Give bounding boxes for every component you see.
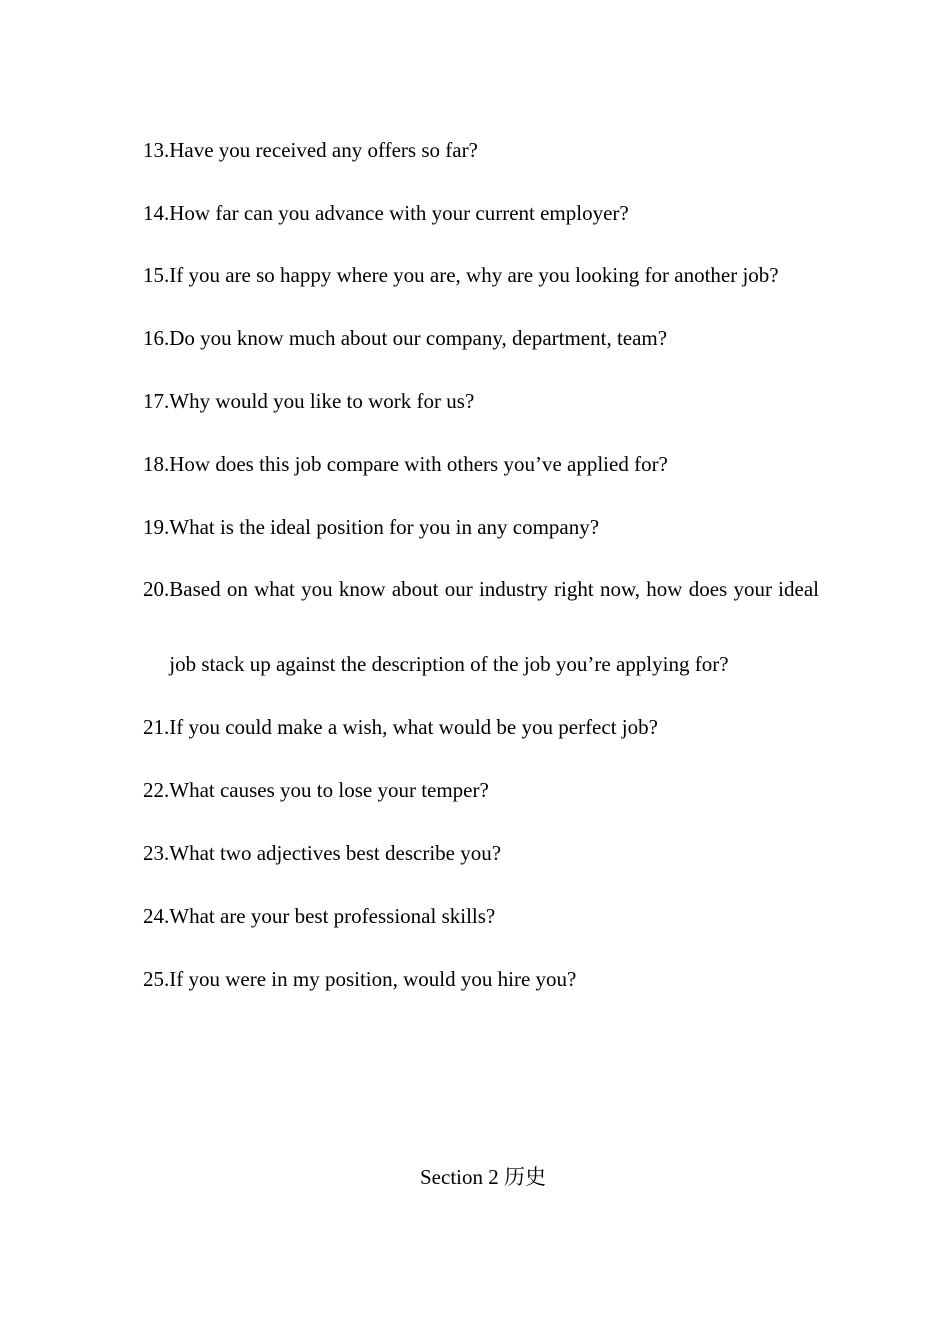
question-list bbox=[143, 134, 819, 1026]
question-item-25 bbox=[143, 963, 819, 995]
question-text: How far can you advance with your current employer? bbox=[169, 201, 629, 225]
question-item-20 bbox=[143, 552, 819, 702]
question-item-19 bbox=[143, 511, 819, 543]
question-text: Why would you like to work for us? bbox=[169, 389, 475, 413]
question-number: 13. bbox=[143, 138, 170, 162]
question-number: 19. bbox=[143, 515, 170, 539]
question-item-22 bbox=[143, 774, 819, 806]
question-number: 17. bbox=[143, 389, 170, 413]
question-item-23 bbox=[143, 837, 819, 869]
question-number: 18. bbox=[143, 452, 170, 476]
question-number: 22. bbox=[143, 778, 170, 802]
question-text: How does this job compare with others you’ve applied for? bbox=[169, 452, 668, 476]
question-item-21 bbox=[143, 711, 819, 743]
question-number: 15. bbox=[143, 263, 170, 287]
question-item-15 bbox=[143, 238, 819, 313]
question-text: If you are so happy where you are, why are you looking for another job? bbox=[169, 263, 779, 287]
question-text: What are your best professional skills? bbox=[169, 904, 496, 928]
question-number: 24. bbox=[143, 904, 170, 928]
question-text: If you could make a wish, what would be you perfect job? bbox=[169, 715, 658, 739]
question-number: 14. bbox=[143, 201, 170, 225]
question-text: If you were in my position, would you hire you? bbox=[169, 967, 577, 991]
question-item-18 bbox=[143, 448, 819, 480]
question-item-17 bbox=[143, 385, 819, 417]
question-number: 25. bbox=[143, 967, 170, 991]
question-item-16 bbox=[143, 322, 819, 354]
question-number: 20. bbox=[143, 577, 170, 601]
question-item-24 bbox=[143, 900, 819, 932]
question-text: What is the ideal position for you in any company? bbox=[169, 515, 600, 539]
question-item-14 bbox=[143, 197, 819, 229]
section-heading: Section 2 历史 bbox=[420, 1165, 546, 1189]
question-number: 21. bbox=[143, 715, 170, 739]
question-text: Based on what you know about our industry right now, how does your ideal job stack up against the description of the job you’re applying for? bbox=[169, 577, 819, 676]
question-text: What causes you to lose your temper? bbox=[169, 778, 489, 802]
question-text: What two adjectives best describe you? bbox=[169, 841, 502, 865]
question-number: 16. bbox=[143, 326, 170, 350]
question-text: Have you received any offers so far? bbox=[169, 138, 478, 162]
question-text: Do you know much about our company, department, team? bbox=[169, 326, 668, 350]
question-item-13 bbox=[143, 134, 819, 166]
question-number: 23. bbox=[143, 841, 170, 865]
